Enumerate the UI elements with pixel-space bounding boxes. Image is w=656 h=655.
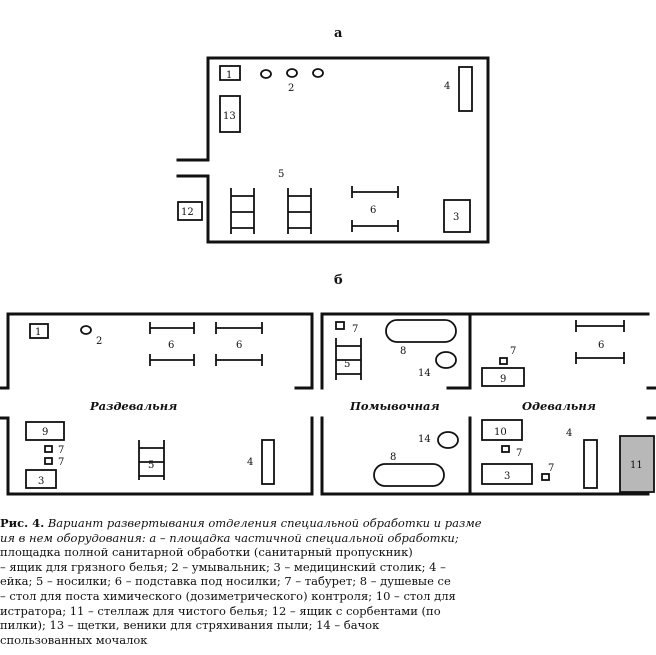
equipment-number-label: 4	[444, 81, 451, 92]
caption-line: спользованных мочалок	[0, 632, 148, 647]
section-b-label: б	[334, 273, 343, 288]
stool-7	[500, 358, 507, 364]
stool-7	[336, 322, 344, 329]
section-a-walls	[178, 58, 488, 242]
equipment-number-label: 3	[38, 476, 45, 487]
washbasin	[313, 69, 323, 77]
caption-line: площадка полной санитарной обработки (санитарный пропускник)	[0, 545, 413, 560]
equipment-number-label: 4	[566, 428, 573, 439]
equipment-number-label: 6	[168, 340, 175, 351]
caption-line: Рис. 4. Вариант развертывания отделения специальной обработки и разме	[0, 516, 482, 530]
equipment-number-label: 9	[500, 374, 507, 385]
section-b-partition	[448, 314, 470, 388]
shower-8-b	[374, 464, 444, 486]
equipment-number-label: 12	[181, 207, 194, 218]
equipment-number-label: 4	[247, 457, 254, 468]
equipment-number-label: 8	[400, 346, 407, 357]
equipment-number-label: 7	[352, 324, 359, 335]
stool-7	[45, 458, 52, 464]
plan-line	[322, 418, 648, 494]
equipment-number-label: 3	[453, 212, 460, 223]
room-undress: Раздевальня	[90, 399, 178, 413]
equipment-number-label: 6	[370, 205, 377, 216]
caption-line: ейка; 5 – носилки; 6 – подставка под носилки; 7 – табурет; 8 – душевые се	[0, 574, 451, 589]
bench-4	[459, 67, 472, 111]
section-b-top-wall	[0, 314, 8, 388]
plan-line	[8, 314, 312, 388]
equipment-number-label: 5	[344, 359, 351, 370]
caption-line: ия в нем оборудования: а – площадка частичной специальной обработки;	[0, 530, 459, 545]
caption-line: истратора; 11 – стеллаж для чистого белья; 12 – ящик с сорбентами (по	[0, 603, 441, 618]
equipment-number-label: 14	[418, 434, 431, 445]
equipment-number-label: 5	[278, 169, 285, 180]
equipment-number-label: 6	[598, 340, 605, 351]
equipment-number-label: 3	[504, 471, 511, 482]
equipment-number-label: 10	[494, 427, 507, 438]
equipment-number-label: 7	[510, 346, 517, 357]
equipment-number-label: 6	[236, 340, 243, 351]
room-dress: Одевальня	[522, 399, 596, 413]
equipment-number-label: 7	[58, 445, 65, 456]
equipment-number-label: 2	[96, 336, 103, 347]
equipment-number-label: 1	[226, 70, 233, 81]
figure-caption	[0, 516, 656, 655]
section-a-label: а	[334, 26, 343, 41]
equipment-number-label: 2	[288, 83, 295, 94]
washbasin-b	[81, 326, 91, 334]
shower-8	[386, 320, 456, 342]
caption-line: пилки); 13 – щетки, веники для стряхивания пыли; 14 – бачок	[0, 618, 380, 633]
bench-4-b	[262, 440, 274, 484]
room-wash: Помывочная	[350, 399, 440, 413]
tank-14-b	[438, 432, 458, 448]
washbasin	[261, 70, 271, 78]
caption-line: – стол для поста химического (дозиметрического) контроля; 10 – стол для	[0, 588, 456, 603]
tank-14	[436, 352, 456, 368]
equipment-number-label: 1	[35, 327, 42, 338]
equipment-number-label: 8	[390, 452, 397, 463]
equipment-number-label: 5	[148, 460, 155, 471]
equipment-number-label: 9	[42, 427, 49, 438]
equipment-number-label: 7	[58, 457, 65, 468]
stool-7	[502, 446, 509, 452]
equipment-number-label: 11	[630, 460, 643, 471]
washbasin	[287, 69, 297, 77]
equipment-number-label: 13	[223, 111, 236, 122]
caption-line: – ящик для грязного белья; 2 – умывальник; 3 – медицинский столик; 4 –	[0, 559, 446, 574]
equipment-number-label: 7	[548, 463, 555, 474]
equipment-number-label: 14	[418, 368, 431, 379]
stool-7	[542, 474, 549, 480]
equipment-number-label: 7	[516, 448, 523, 459]
bench-4-c	[584, 440, 597, 488]
stool-7	[45, 446, 52, 452]
figure-number: Рис. 4.	[0, 516, 45, 530]
